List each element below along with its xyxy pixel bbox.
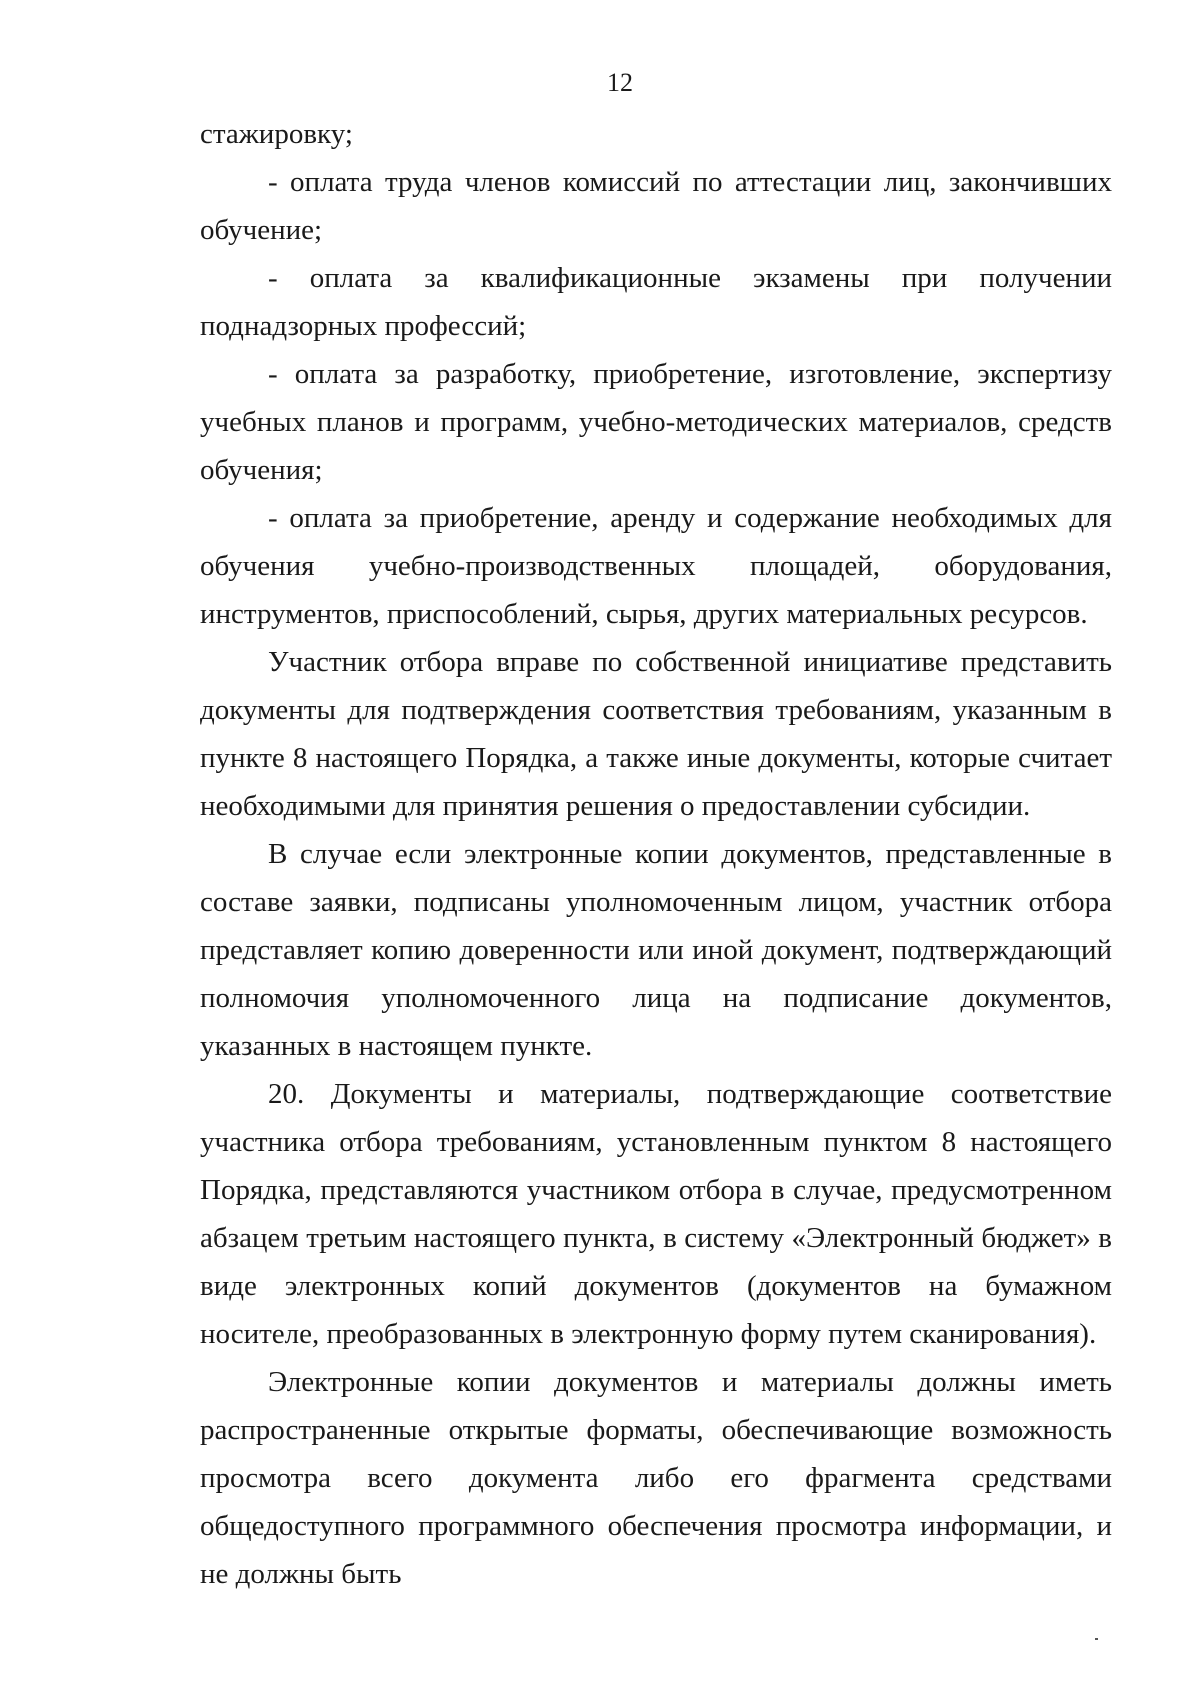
paragraph-authorized-person: В случае если электронные копии документов, представленные в составе заявки, подписаны уполномоченным лицом, участник отбора представляет копию доверенности или иной документ, подтверждающий полномочия уполномоченного лица на подписание документов, указанных в настоящем пункте.: [200, 838, 1112, 1062]
paragraph-continuation: стажировку;: [200, 118, 353, 150]
scan-artifact: [1095, 1638, 1098, 1640]
list-item-curricula-development: - оплата за разработку, приобретение, изготовление, экспертизу учебных планов и программ, учебно-методических материалов, средств обучения;: [200, 358, 1112, 486]
paragraph-item-20: 20. Документы и материалы, подтверждающие соответствие участника отбора требованиям, установленным пунктом 8 настоящего Порядка, представляются участником отбора в случае, предусмотренном абзацем третьим настоящего пункта, в систему «Электронный бюджет» в виде электронных копий документов (документов на бумажном носителе, преобразованных в электронную форму путем сканирования).: [200, 1078, 1112, 1350]
paragraph-electronic-formats: Электронные копии документов и материалы должны иметь распространенные открытые форматы, обеспечивающие возможность просмотра всего документа либо его фрагмента средствами общедоступного программного обеспечения просмотра информации, и не должны быть: [200, 1366, 1112, 1590]
document-body: [200, 110, 1112, 1598]
page-number: 12: [607, 68, 633, 97]
list-item-premises-equipment: - оплата за приобретение, аренду и содержание необходимых для обучения учебно-производственных площадей, оборудования, инструментов, приспособлений, сырья, других материальных ресурсов.: [200, 502, 1112, 630]
list-item-qualification-exams: - оплата за квалификационные экзамены при получении поднадзорных профессий;: [200, 262, 1112, 342]
paragraph-participant-initiative: Участник отбора вправе по собственной инициативе представить документы для подтверждения соответствия требованиям, указанным в пункте 8 настоящего Порядка, а также иные документы, которые считает необходимыми для принятия решения о предоставлении субсидии.: [200, 646, 1112, 822]
list-item-commission-pay: - оплата труда членов комиссий по аттестации лиц, закончивших обучение;: [200, 166, 1112, 246]
